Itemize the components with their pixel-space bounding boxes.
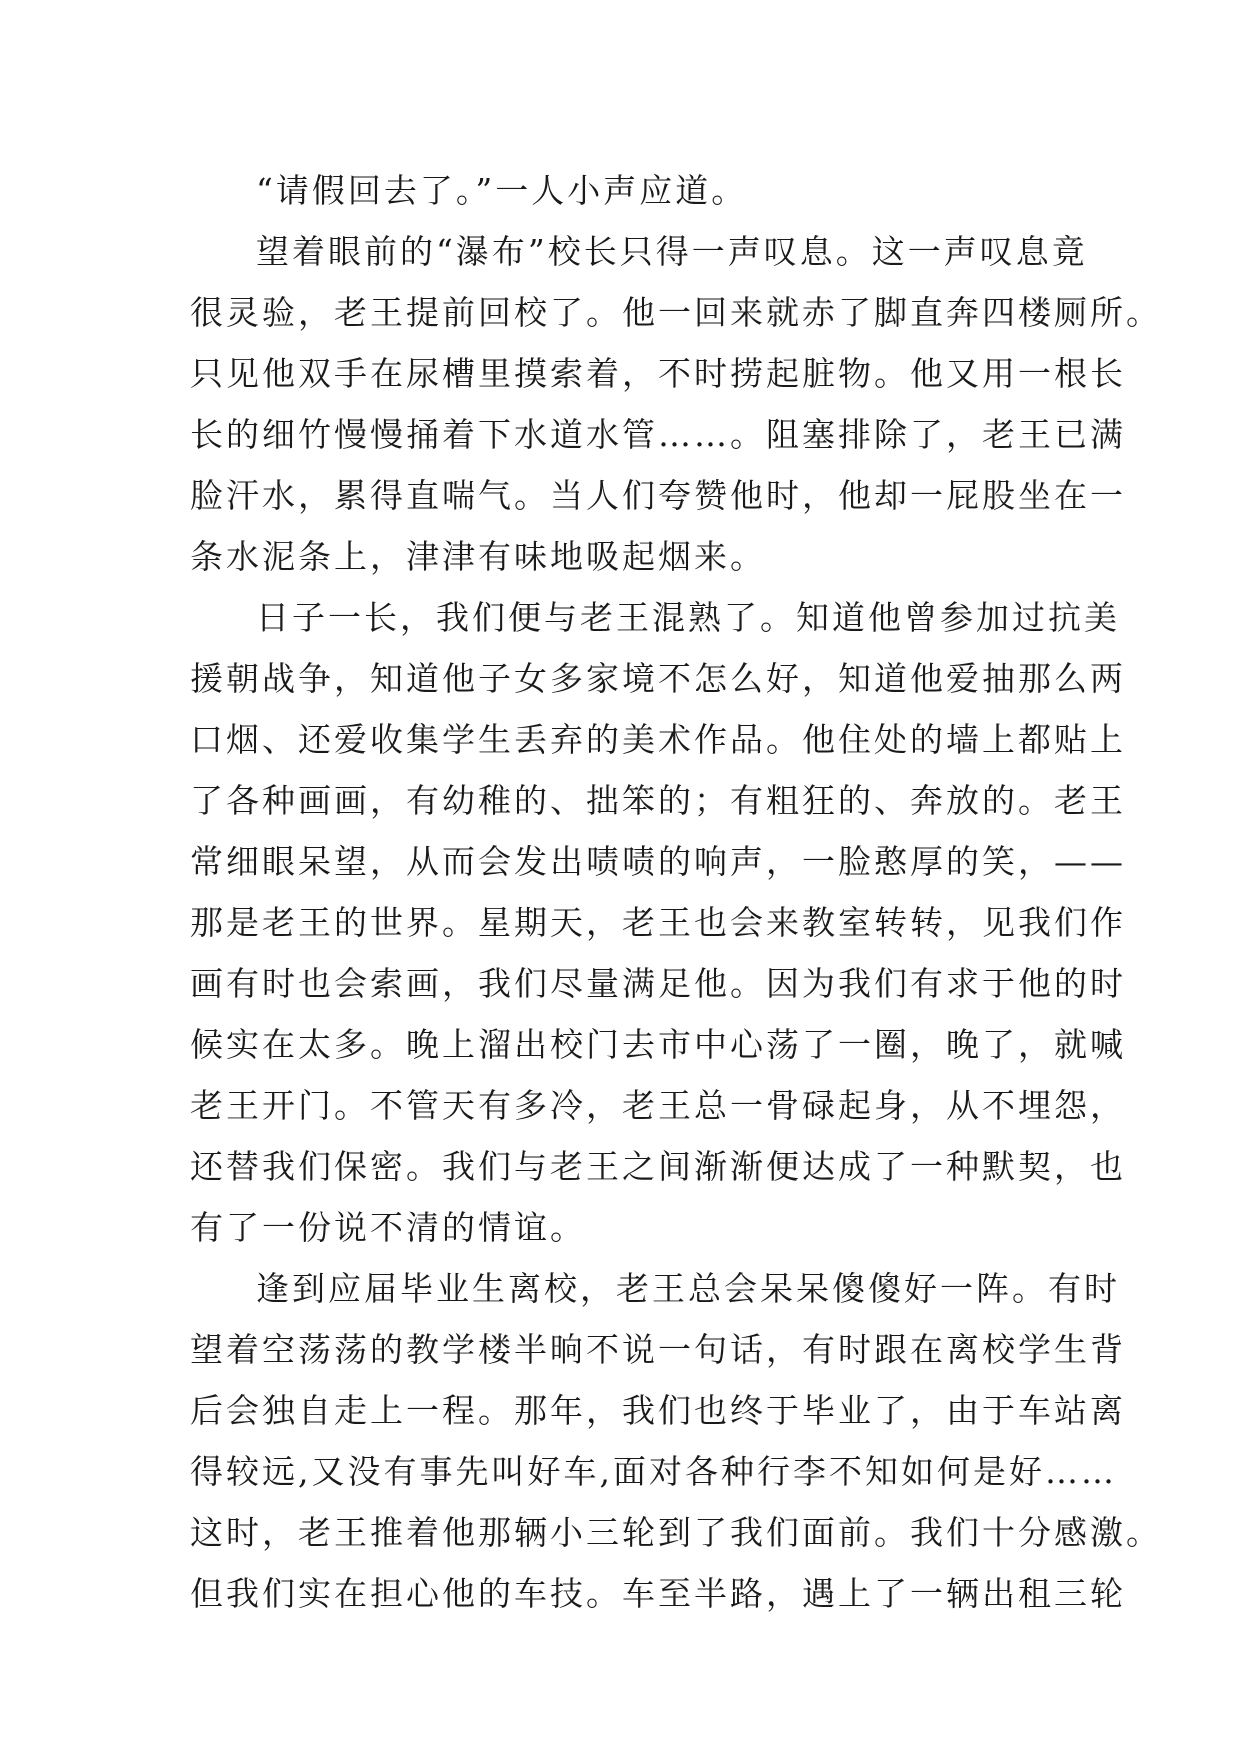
text-line: 有了一份说不清的情谊。 — [190, 1208, 586, 1247]
text-line: 很灵验，老王提前回校了。他一回来就赤了脚直奔四楼厕所。 — [190, 293, 1162, 332]
body-text — [190, 160, 1162, 1624]
text-line: 了各种画画，有幼稚的、拙笨的；有粗狂的、奔放的。老王 — [190, 781, 1126, 820]
text-line: 日子一长，我们便与老王混熟了。知道他曾参加过抗美 — [256, 598, 1120, 637]
text-line: 候实在太多。晚上溜出校门去市中心荡了一圈，晚了，就喊 — [190, 1025, 1126, 1064]
text-line: “请假回去了。”一人小声应道。 — [256, 171, 748, 210]
text-line: 脸汗水，累得直喘气。当人们夸赞他时，他却一屁股坐在一 — [190, 476, 1126, 515]
text-line: 老王开门。不管天有多冷，老王总一骨碌起身，从不埋怨， — [190, 1086, 1126, 1125]
text-line: 还替我们保密。我们与老王之间渐渐便达成了一种默契，也 — [190, 1147, 1126, 1186]
text-line: 这时，老王推着他那辆小三轮到了我们面前。我们十分感激。 — [190, 1513, 1162, 1552]
text-line: 画有时也会索画，我们尽量满足他。因为我们有求于他的时 — [190, 964, 1126, 1003]
text-line: 口烟、还爱收集学生丢弃的美术作品。他住处的墙上都贴上 — [190, 720, 1126, 759]
text-line: 援朝战争，知道他子女多家境不怎么好，知道他爱抽那么两 — [190, 659, 1126, 698]
text-line: 望着空荡荡的教学楼半晌不说一句话，有时跟在离校学生背 — [190, 1330, 1126, 1369]
text-line: 但我们实在担心他的车技。车至半路，遇上了一辆出租三轮 — [190, 1574, 1126, 1613]
text-line: 得较远,又没有事先叫好车,面对各种行李不知如何是好…… — [190, 1452, 1117, 1491]
text-line: 后会独自走上一程。那年，我们也终于毕业了，由于车站离 — [190, 1391, 1126, 1430]
text-line: 那是老王的世界。星期天，老王也会来教室转转，见我们作 — [190, 903, 1126, 942]
text-line: 只见他双手在尿槽里摸索着，不时捞起脏物。他又用一根长 — [190, 354, 1126, 393]
text-line: 逢到应届毕业生离校，老王总会呆呆傻傻好一阵。有时 — [256, 1269, 1120, 1308]
text-line: 常细眼呆望，从而会发出啧啧的响声，一脸憨厚的笑，—— — [190, 842, 1126, 881]
text-line: 长的细竹慢慢捅着下水道水管……。阻塞排除了，老王已满 — [190, 415, 1126, 454]
text-line: 望着眼前的“瀑布”校长只得一声叹息。这一声叹息竟 — [256, 232, 1088, 271]
text-line: 条水泥条上，津津有味地吸起烟来。 — [190, 537, 766, 576]
